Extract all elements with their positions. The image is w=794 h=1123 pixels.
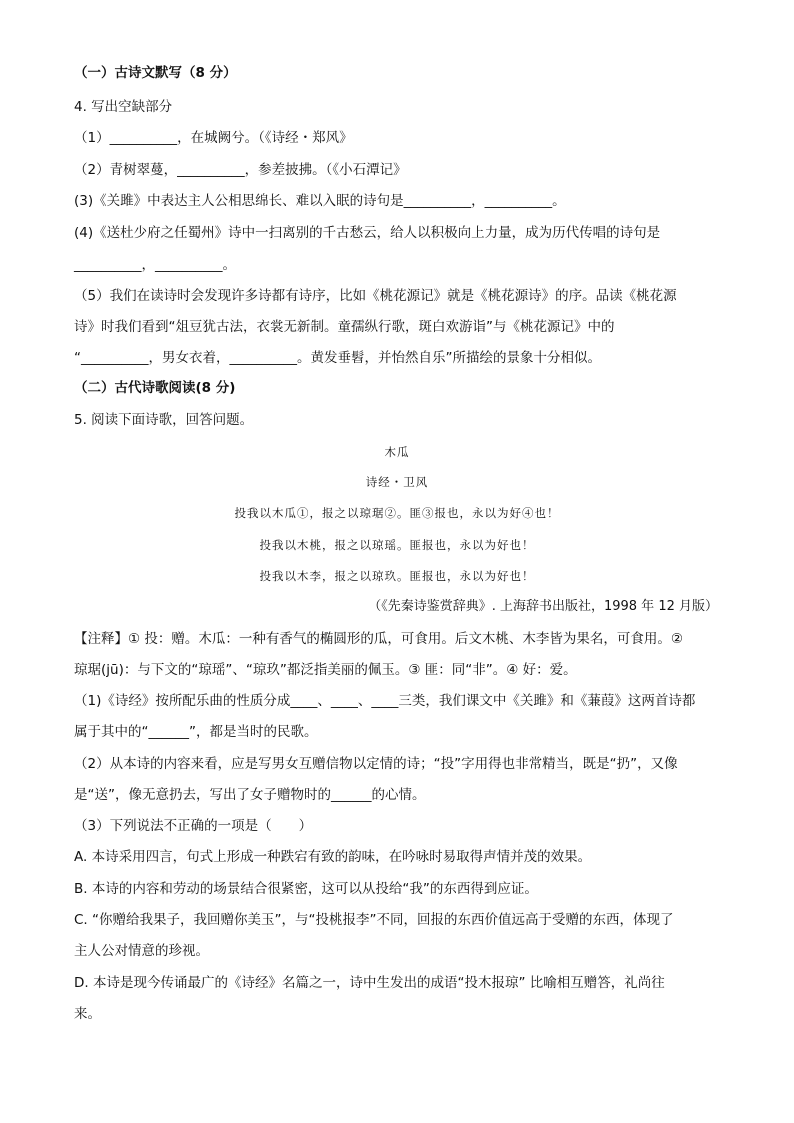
- fill-line-5: （5）我们在读诗时会发现许多诗都有诗序，比如《桃花源记》就是《桃花源诗》的序。品读《桃花源: [74, 288, 677, 304]
- poem-author: 诗经・卫风: [365, 475, 429, 489]
- poem-stanza-3: 投我以木李，报之以琼玖。匪报也，永以为好也！: [259, 569, 535, 583]
- option-c-line-2: 主人公对情意的珍视。: [74, 943, 209, 959]
- fill-line-3: (3)《关雎》中表达主人公相思绵长、难以入眠的诗句是__________，__________。: [74, 193, 566, 209]
- section-heading-2: （二）古代诗歌阅读(8 分): [74, 380, 236, 396]
- question-4-prompt: 4. 写出空缺部分: [74, 99, 173, 115]
- poem-source: （《先秦诗鉴赏辞典》. 上海辞书出版社，1998 年 12 月版）: [368, 599, 718, 614]
- question-2-line-2: 是“送”，像无意扔去，写出了女子赠物时的______的心情。: [74, 787, 426, 803]
- section-heading-1: （一）古诗文默写（8 分）: [74, 65, 237, 81]
- question-5-prompt: 5. 阅读下面诗歌，回答问题。: [74, 412, 254, 428]
- option-d-line-2: 来。: [74, 1006, 101, 1022]
- question-2-line-1: （2）从本诗的内容来看，应是写男女互赠信物以定情的诗；“投”字用得也非常精当，既是“扔”，又像: [74, 756, 678, 772]
- fill-line-5-cont2: “__________，男女衣着，__________。黄发垂髫，并怡然自乐”所描绘的景象十分相似。: [74, 350, 601, 366]
- fill-line-1: （1）__________，在城阙兮。（《诗经・郑风》: [74, 130, 353, 146]
- poem-stanza-2: 投我以木桃，报之以琼瑶。匪报也，永以为好也！: [259, 538, 535, 552]
- fill-line-5-cont: 诗》时我们看到“俎豆犹古法，衣裳无新制。童孺纵行歌，斑白欢游诣”与《桃花源记》中的: [74, 319, 615, 335]
- fill-line-4: (4)《送杜少府之任蜀州》诗中一扫离别的千古愁云，给人以积极向上力量，成为历代传唱的诗句是: [74, 225, 661, 241]
- notes-line-1: 【注释】① 投：赠。木瓜：一种有香气的椭圆形的瓜，可食用。后文木桃、木李皆为果名，可食用。②: [74, 631, 683, 647]
- poem-title: 木瓜: [384, 445, 410, 459]
- poem-stanza-1: 投我以木瓜①，报之以琼琚②。匪③报也，永以为好④也！: [234, 506, 560, 520]
- question-1-line-2: 属于其中的“______”，都是当时的民歌。: [74, 724, 318, 740]
- question-3-prompt: （3）下列说法不正确的一项是（ ）: [74, 818, 313, 834]
- fill-line-2: （2）青树翠蔓，__________，参差披拂。（《小石潭记》: [74, 162, 407, 178]
- option-a: A. 本诗采用四言，句式上形成一种跌宕有致的韵味，在吟咏时易取得声情并茂的效果。: [74, 849, 592, 865]
- fill-line-4-cont: __________，__________。: [74, 257, 236, 273]
- option-b: B. 本诗的内容和劳动的场景结合很紧密，这可以从投给“我”的东西得到应证。: [74, 881, 538, 897]
- option-c-line-1: C. “你赠给我果子，我回赠你美玉”，与“投桃报李”不同，回报的东西价值远高于受赠的东西，体现了: [74, 912, 674, 928]
- notes-line-2: 琼琚(jū)：与下文的“琼瑶”、“琼玖”都泛指美丽的佩玉。③ 匪：同“非”。④ 好：爱。: [74, 662, 577, 678]
- question-1-line-1: （1)《诗经》按所配乐曲的性质分成____、____、____三类，我们课文中《关雎》和《蒹葭》这两首诗都: [74, 693, 696, 709]
- option-d-line-1: D. 本诗是现今传诵最广的《诗经》名篇之一，诗中生发出的成语“投木报琼” 比喻相互赠答，礼尚往: [74, 975, 665, 991]
